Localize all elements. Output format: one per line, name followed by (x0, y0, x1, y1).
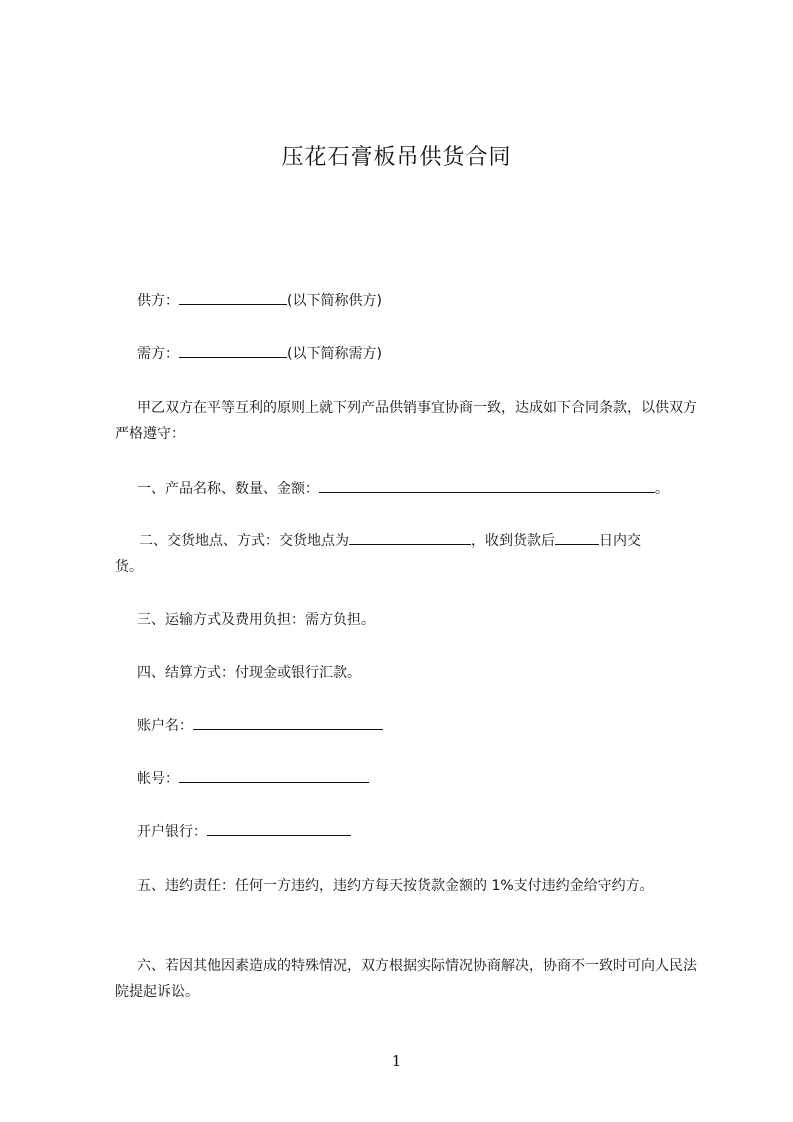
intro-paragraph: 甲乙双方在平等互利的原则上就下列产品供销事宜协商一致，达成如下合同条款，以供双方严格遵守： (115, 400, 697, 442)
account-name-blank[interactable] (193, 715, 383, 730)
clause-1 (115, 476, 722, 502)
clause-1-label: 一、产品名称、数量、金额： (137, 481, 319, 497)
supplier-line (115, 288, 722, 314)
clause-3: 三、运输方式及费用负担：需方负担。 (137, 612, 375, 628)
buyer-label: 需方： (137, 346, 179, 362)
supplier-blank[interactable] (179, 290, 287, 305)
clause-1-blank[interactable] (319, 478, 655, 493)
delivery-days-blank[interactable] (555, 530, 599, 545)
account-number-blank[interactable] (179, 768, 369, 783)
clause-1-end: 。 (655, 481, 669, 497)
document-title: 压花石膏板吊供货合同 (281, 145, 512, 170)
page-number: 1 (391, 1052, 402, 1070)
clause-2-part1: 二、交货地点、方式：交货地点为 (139, 533, 349, 549)
clause-5: 五、违约责任：任何一方违约，违约方每天按货款金额的 1%支付违约金给守约方。 (137, 878, 654, 894)
bank-line (115, 819, 722, 845)
bank-blank[interactable] (207, 821, 351, 836)
clause-2-continuation: 货。 (115, 559, 143, 575)
clause-2 (115, 528, 724, 554)
clause-2-part3: 日内交 (599, 533, 641, 549)
clause-4: 四、结算方式：付现金或银行汇款。 (137, 665, 361, 681)
supplier-suffix: (以下简称供方) (287, 293, 382, 309)
account-name-label: 账户名： (137, 718, 193, 734)
delivery-location-blank[interactable] (349, 530, 471, 545)
clause-6: 六、若因其他因素造成的特殊情况，双方根据实际情况协商解决，协商不一致时可向人民法院提起诉讼。 (115, 958, 697, 1000)
buyer-suffix: (以下简称需方) (287, 346, 382, 362)
buyer-blank[interactable] (179, 343, 287, 358)
supplier-label: 供方： (137, 293, 179, 309)
bank-label: 开户银行： (137, 824, 207, 840)
account-name-line (115, 713, 722, 739)
account-number-line (115, 766, 722, 792)
account-number-label: 帐号： (137, 771, 179, 787)
clause-2-part2: ，收到货款后 (471, 533, 555, 549)
buyer-line (115, 341, 722, 367)
